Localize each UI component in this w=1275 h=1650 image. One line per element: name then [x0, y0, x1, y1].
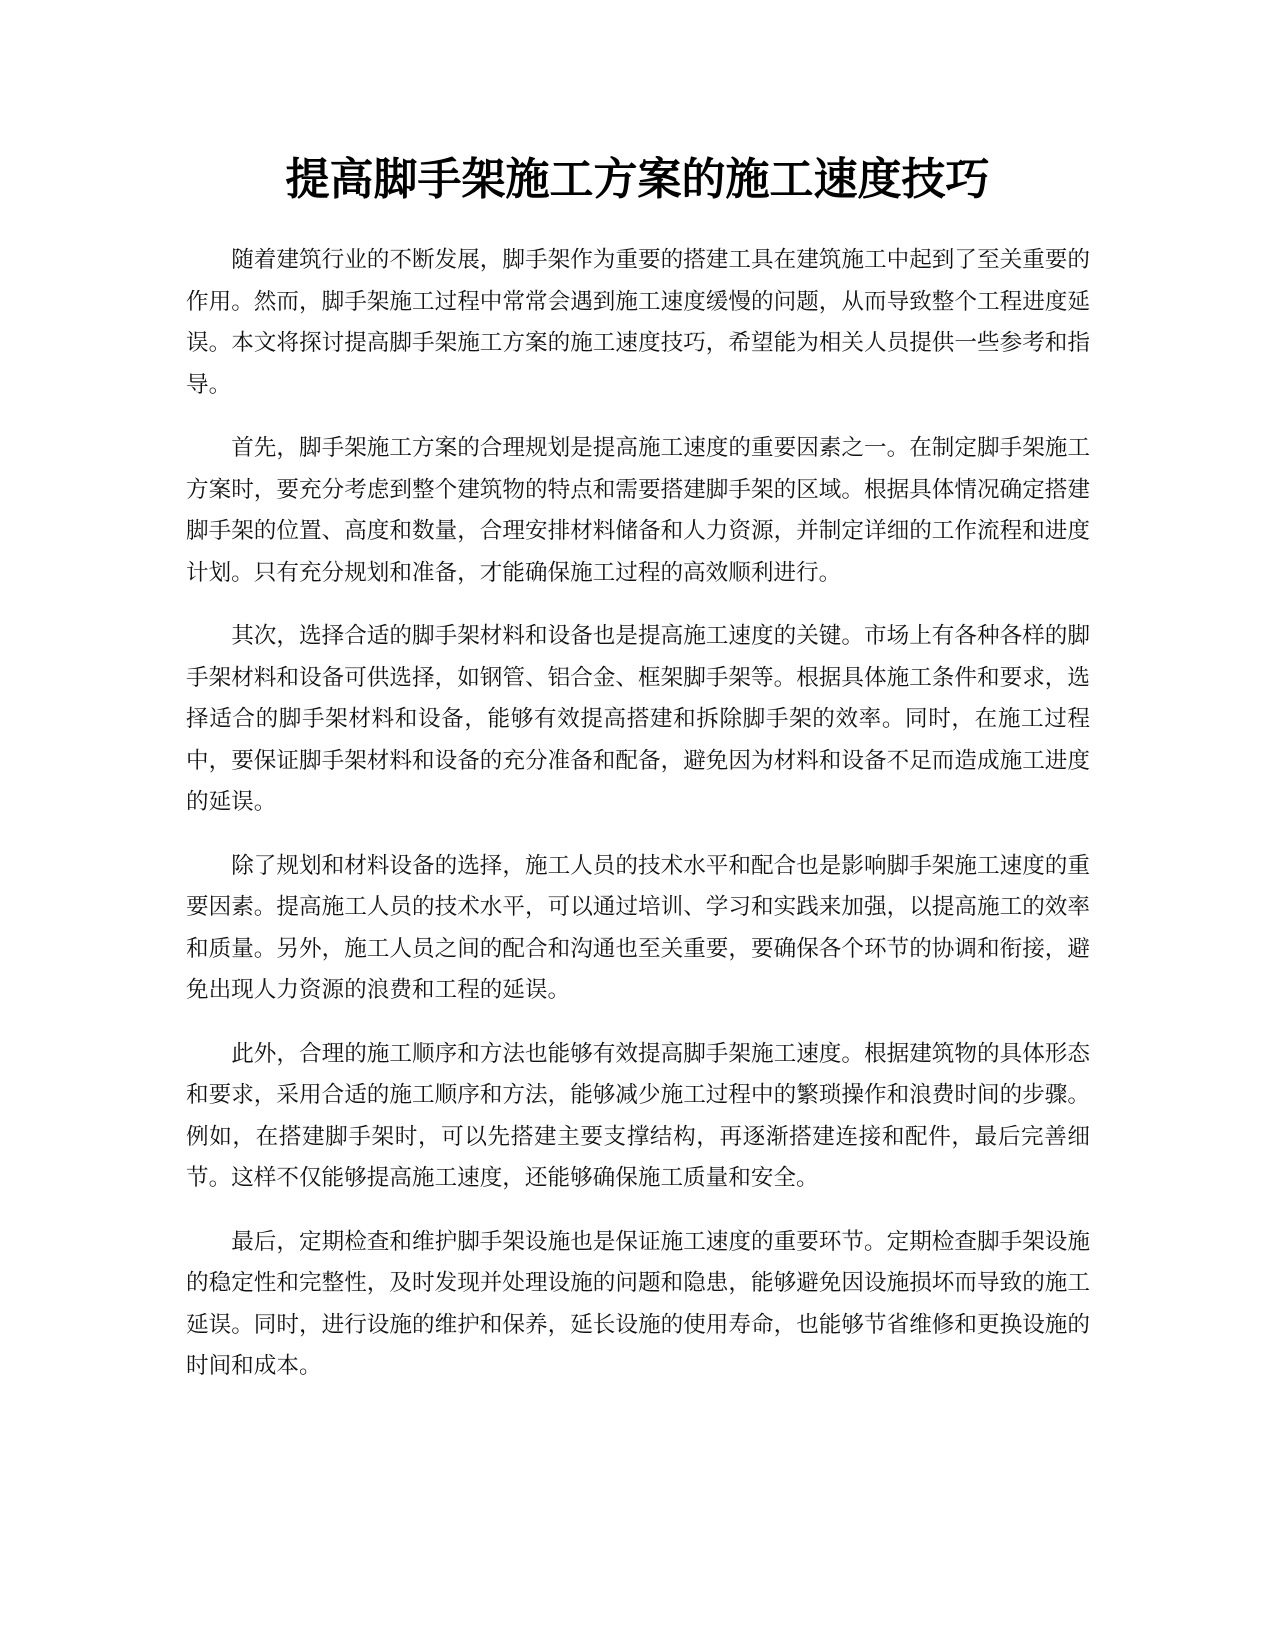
document-body [186, 240, 1090, 1410]
paragraph-intro: 随着建筑行业的不断发展，脚手架作为重要的搭建工具在建筑施工中起到了至关重要的作用。然而，脚手架施工过程中常常会遇到施工速度缓慢的问题，从而导致整个工程进度延误。本文将探讨提高脚手架施工方案的施工速度技巧，希望能为相关人员提供一些参考和指导。 [186, 247, 1090, 398]
paragraph-maintenance: 最后，定期检查和维护脚手架设施也是保证施工速度的重要环节。定期检查脚手架设施的稳定性和完整性，及时发现并处理设施的问题和隐患，能够避免因设施损坏而导致的施工延误。同时，进行设施的维护和保养，延长设施的使用寿命，也能够节省维修和更换设施的时间和成本。 [186, 1228, 1090, 1379]
paragraph-planning: 首先，脚手架施工方案的合理规划是提高施工速度的重要因素之一。在制定脚手架施工方案时，要充分考虑到整个建筑物的特点和需要搭建脚手架的区域。根据具体情况确定搭建脚手架的位置、高度和数量，合理安排材料储备和人力资源，并制定详细的工作流程和进度计划。只有充分规划和准备，才能确保施工过程的高效顺利进行。 [186, 435, 1090, 586]
document-title: 提高脚手架施工方案的施工速度技巧 [285, 154, 990, 205]
paragraph-materials: 其次，选择合适的脚手架材料和设备也是提高施工速度的关键。市场上有各种各样的脚手架材料和设备可供选择，如钢管、铝合金、框架脚手架等。根据具体施工条件和要求，选择适合的脚手架材料和设备，能够有效提高搭建和拆除脚手架的效率。同时，在施工过程中，要保证脚手架材料和设备的充分准备和配备，避免因为材料和设备不足而造成施工进度的延误。 [186, 623, 1090, 815]
paragraph-sequence: 此外，合理的施工顺序和方法也能够有效提高脚手架施工速度。根据建筑物的具体形态和要求，采用合适的施工顺序和方法，能够减少施工过程中的繁琐操作和浪费时间的步骤。例如，在搭建脚手架时，可以先搭建主要支撑结构，再逐渐搭建连接和配件，最后完善细节。这样不仅能够提高施工速度，还能够确保施工质量和安全。 [186, 1040, 1090, 1191]
paragraph-workers: 除了规划和材料设备的选择，施工人员的技术水平和配合也是影响脚手架施工速度的重要因素。提高施工人员的技术水平，可以通过培训、学习和实践来加强，以提高施工的效率和质量。另外，施工人员之间的配合和沟通也至关重要，要确保各个环节的协调和衔接，避免出现人力资源的浪费和工程的延误。 [186, 852, 1090, 1003]
